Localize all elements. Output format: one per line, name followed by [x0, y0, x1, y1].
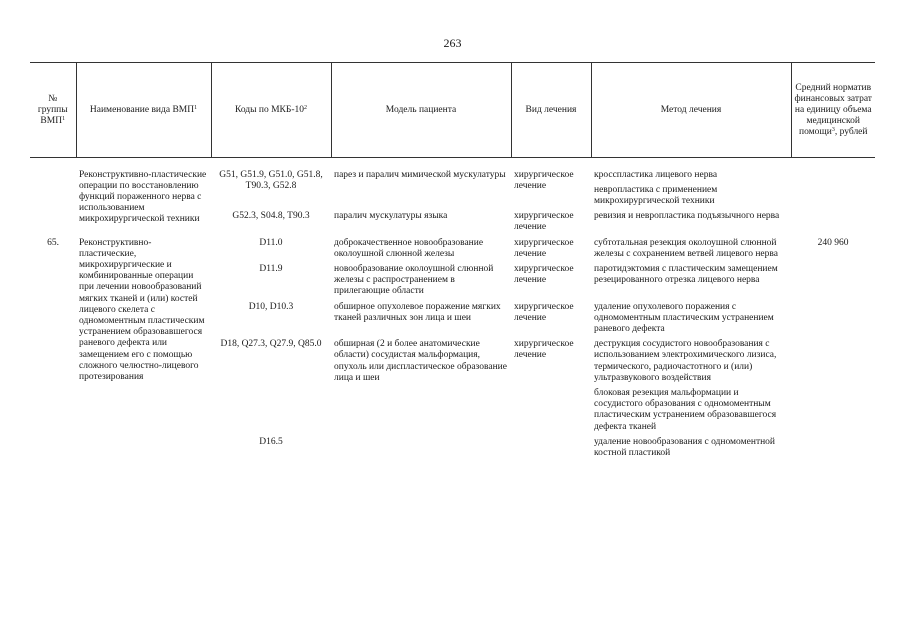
header-vmp-name: Наименование вида ВМП$^1$ [76, 63, 211, 158]
treatment-method-cell: субтотальная резекция околоушной слюнной железы с сохранением ветвей лицевого нерва [594, 237, 778, 259]
group-number-cell: 65. [47, 237, 59, 248]
group-number-cell [30, 168, 76, 183]
patient-model-cell: паралич мускулатуры языка [334, 211, 448, 222]
average-cost-cell [791, 183, 875, 209]
icd-code-cell: D18, Q27.3, Q27.9, Q85.0 [220, 339, 322, 350]
treatment-method-cell: ревизия и невропластика подъязычного нерва [594, 211, 780, 222]
header-patient-model: Модель пациента [331, 63, 511, 158]
treatment-type-cell: хирургическое лечение [514, 169, 574, 191]
icd-code-cell: G52.3, S04.8, T90.3 [232, 211, 310, 222]
patient-model-cell: парез и паралич мимической мускулатуры [334, 169, 506, 180]
table-row [30, 236, 875, 262]
table-header-row [30, 63, 875, 158]
treatment-method-cell: блоковая резекция мальформации и сосудистого образования с одномоментным пластическим устранением образовавшегося дефекта тканей [594, 387, 777, 432]
patient-model-cell: новообразование околоушной слюнной железы с распространением в прилегающие области [334, 263, 494, 297]
treatment-type-cell [511, 435, 591, 461]
header-treatment-type: Вид лечения [511, 63, 591, 158]
treatment-method-cell: удаление опухолевого поражения с одномоментным пластическим устранением раневого дефекта [594, 301, 774, 334]
treatment-method-cell: удаление новообразования с одномоментной костной пластикой [594, 436, 776, 458]
treatment-type-cell: хирургическое лечение [514, 237, 574, 259]
group-number-cell [30, 209, 76, 235]
page-number: 263 [443, 36, 462, 50]
icd-code-cell: D10, D10.3 [248, 301, 294, 312]
vmp-table [30, 62, 875, 461]
patient-model-cell: доброкачественное новообразование околоушной слюнной железы [334, 237, 484, 259]
treatment-method-cell: кросспластика лицевого нерва [594, 169, 718, 180]
treatment-method-cell: паротидэктомия с пластическим замещением резецированного отрезка лицевого нерва [594, 263, 778, 286]
group-number-cell [30, 183, 76, 209]
header-group-number: № группы ВМП$^1$ [37, 93, 68, 126]
average-cost-cell [791, 168, 875, 183]
vmp-name-cell: Реконструктивно-пластические, микрохирургические и комбинированные операции при лечении новообразований мягких тканей и (или) костей лицевого скелета с одномоментным пластическим устранением образовавшегося раневого дефекта или замещением его с помощью сложного челюстно-лицевого протезирования [79, 237, 205, 382]
header-icd-codes: Коды по МКБ-$10^2$ [211, 63, 331, 158]
treatment-type-cell: хирургическое лечение [514, 339, 574, 361]
patient-model-cell: обширное опухолевое поражение мягких тканей различных зон лица и шеи [334, 301, 501, 323]
average-cost-cell: 240 960 [817, 237, 849, 248]
header-average-cost: Средний норматив финансовых затрат на единицу объема медицинской помощи$^3$, рублей [791, 63, 875, 158]
treatment-type-cell: хирургическое лечение [514, 301, 574, 323]
treatment-type-cell: хирургическое лечение [514, 211, 574, 233]
treatment-method-cell: невропластика с применением микрохирургической техники [594, 184, 718, 206]
patient-model-cell [331, 435, 511, 461]
icd-code-cell: D16.5 [259, 436, 283, 447]
icd-code-cell: G51, G51.9, G51.0, G51.8, T90.3, G52.8 [219, 169, 323, 191]
table-row [30, 168, 875, 183]
header-treatment-method: Метод лечения [591, 63, 791, 158]
treatment-method-cell: деструкция сосудистого новообразования с использованием электрохимического лизиса, термического, радиочастотного и (или) ультразвукового воздействия [594, 339, 777, 383]
treatment-type-cell: хирургическое лечение [514, 263, 574, 286]
icd-code-cell: D11.9 [259, 263, 283, 274]
patient-model-cell: обширная (2 и более анатомические области) сосудистая мальформация, опухоль или диспластическое образование лица и шеи [334, 339, 507, 383]
vmp-name-cell: Реконструктивно-пластические операции по восстановлению функций пораженного нерва с использованием микрохирургической техники [79, 169, 207, 225]
icd-code-cell: D11.0 [259, 237, 283, 248]
average-cost-cell [791, 209, 875, 235]
